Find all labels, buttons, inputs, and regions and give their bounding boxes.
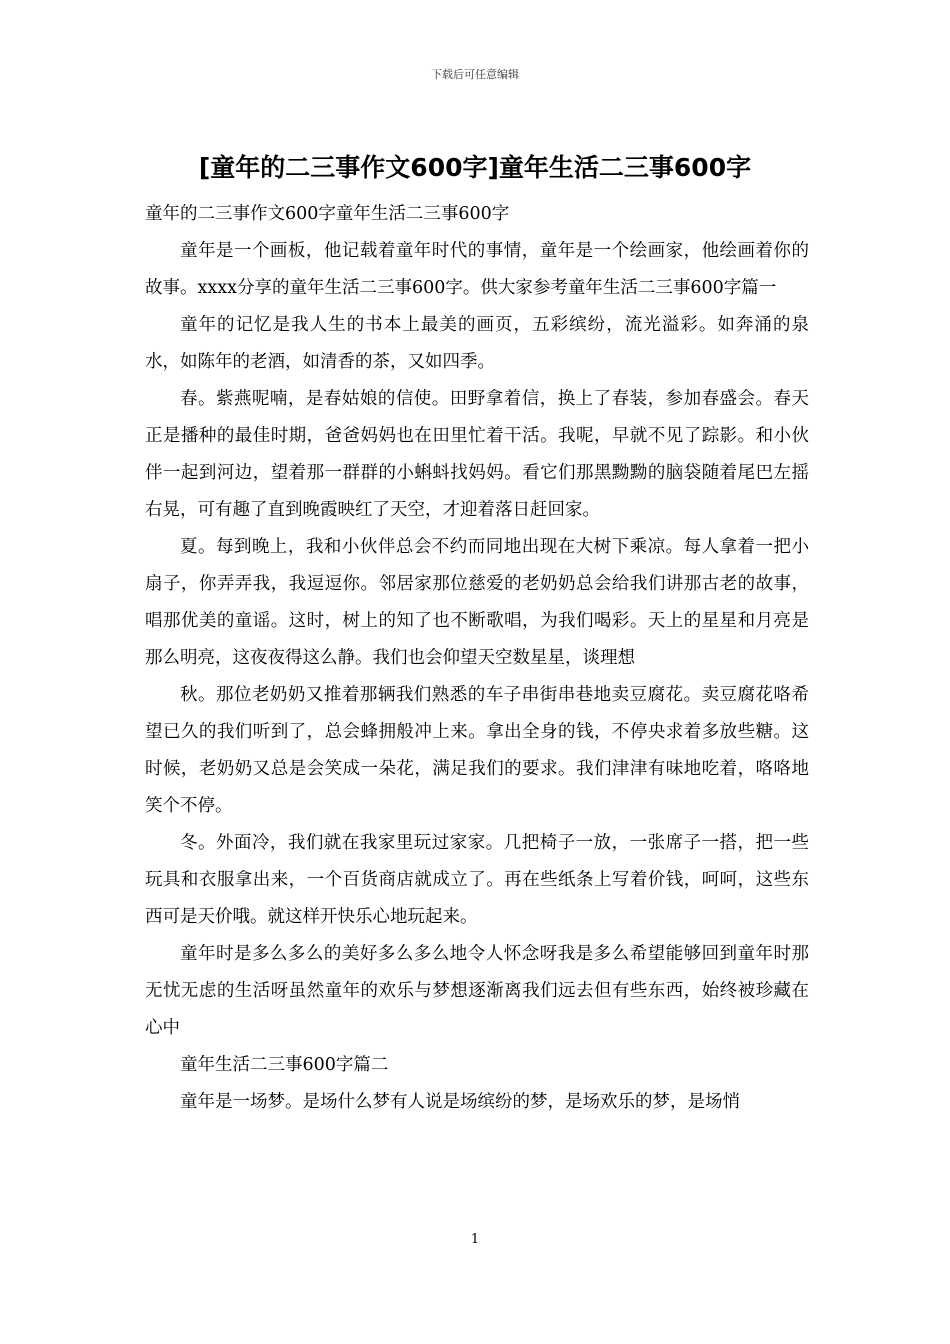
body-paragraph: 童年时是多么多么的美好多么多么地令人怀念呀我是多么希望能够回到童年时那无忧无虑的生活呀虽然童年的欢乐与梦想逐渐离我们远去但有些东西，始终被珍藏在心中 xyxy=(145,944,809,1038)
document-title: [童年的二三事作文600字]童年生活二三事600字 xyxy=(198,153,752,182)
body-paragraph: 冬。外面冷，我们就在我家里玩过家家。几把椅子一放，一张席子一搭，把一些玩具和衣服拿出来，一个百货商店就成立了。再在些纸条上写着价钱，呵呵，这些东西可是天价哦。就这样开快乐心地玩起来。 xyxy=(145,833,809,927)
page-number: 1 xyxy=(470,1232,480,1247)
body-paragraph: 童年生活二三事600字篇二 xyxy=(180,1055,389,1075)
body-paragraph: 童年的二三事作文600字童年生活二三事600字 xyxy=(145,204,510,224)
body-paragraph: 夏。每到晚上，我和小伙伴总会不约而同地出现在大树下乘凉。每人拿着一把小扇子，你弄弄我，我逗逗你。邻居家那位慈爱的老奶奶总会给我们讲那古老的故事，唱那优美的童谣。这时，树上的知了也不断歌唱，为我们喝彩。天上的星星和月亮是那么明亮，这夜夜得这么静。我们也会仰望天空数星星，谈理想 xyxy=(145,537,809,668)
body-paragraph: 秋。那位老奶奶又推着那辆我们熟悉的车子串街串巷地卖豆腐花。卖豆腐花咯希望已久的我们听到了，总会蜂拥般冲上来。拿出全身的钱，不停央求着多放些糖。这时候，老奶奶又总是会笑成一朵花，满足我们的要求。我们津津有味地吃着，咯咯地笑个不停。 xyxy=(145,685,809,816)
body-paragraph: 童年是一场梦。是场什么梦有人说是场缤纷的梦，是场欢乐的梦，是场悄 xyxy=(180,1092,740,1112)
body-paragraph: 童年是一个画板，他记载着童年时代的事情，童年是一个绘画家，他绘画着你的故事。xxxx分享的童年生活二三事600字。供大家参考童年生活二三事600字篇一 xyxy=(145,241,809,298)
body-paragraph: 春。紫燕呢喃，是春姑娘的信使。田野拿着信，换上了春装，参加春盛会。春天正是播种的最佳时期，爸爸妈妈也在田里忙着干活。我呢，早就不见了踪影。和小伙伴一起到河边，望着那一群群的小蝌蚪找妈妈。看它们那黑黝黝的脑袋随着尾巴左摇右晃，可有趣了直到晚霞映红了天空，才迎着落日赶回家。 xyxy=(145,389,809,520)
page-header-note: 下载后可任意编辑 xyxy=(431,68,519,81)
body-paragraph: 童年的记忆是我人生的书本上最美的画页，五彩缤纷，流光溢彩。如奔涌的泉水，如陈年的老酒，如清香的茶，又如四季。 xyxy=(145,315,809,372)
document-body xyxy=(145,196,809,1121)
